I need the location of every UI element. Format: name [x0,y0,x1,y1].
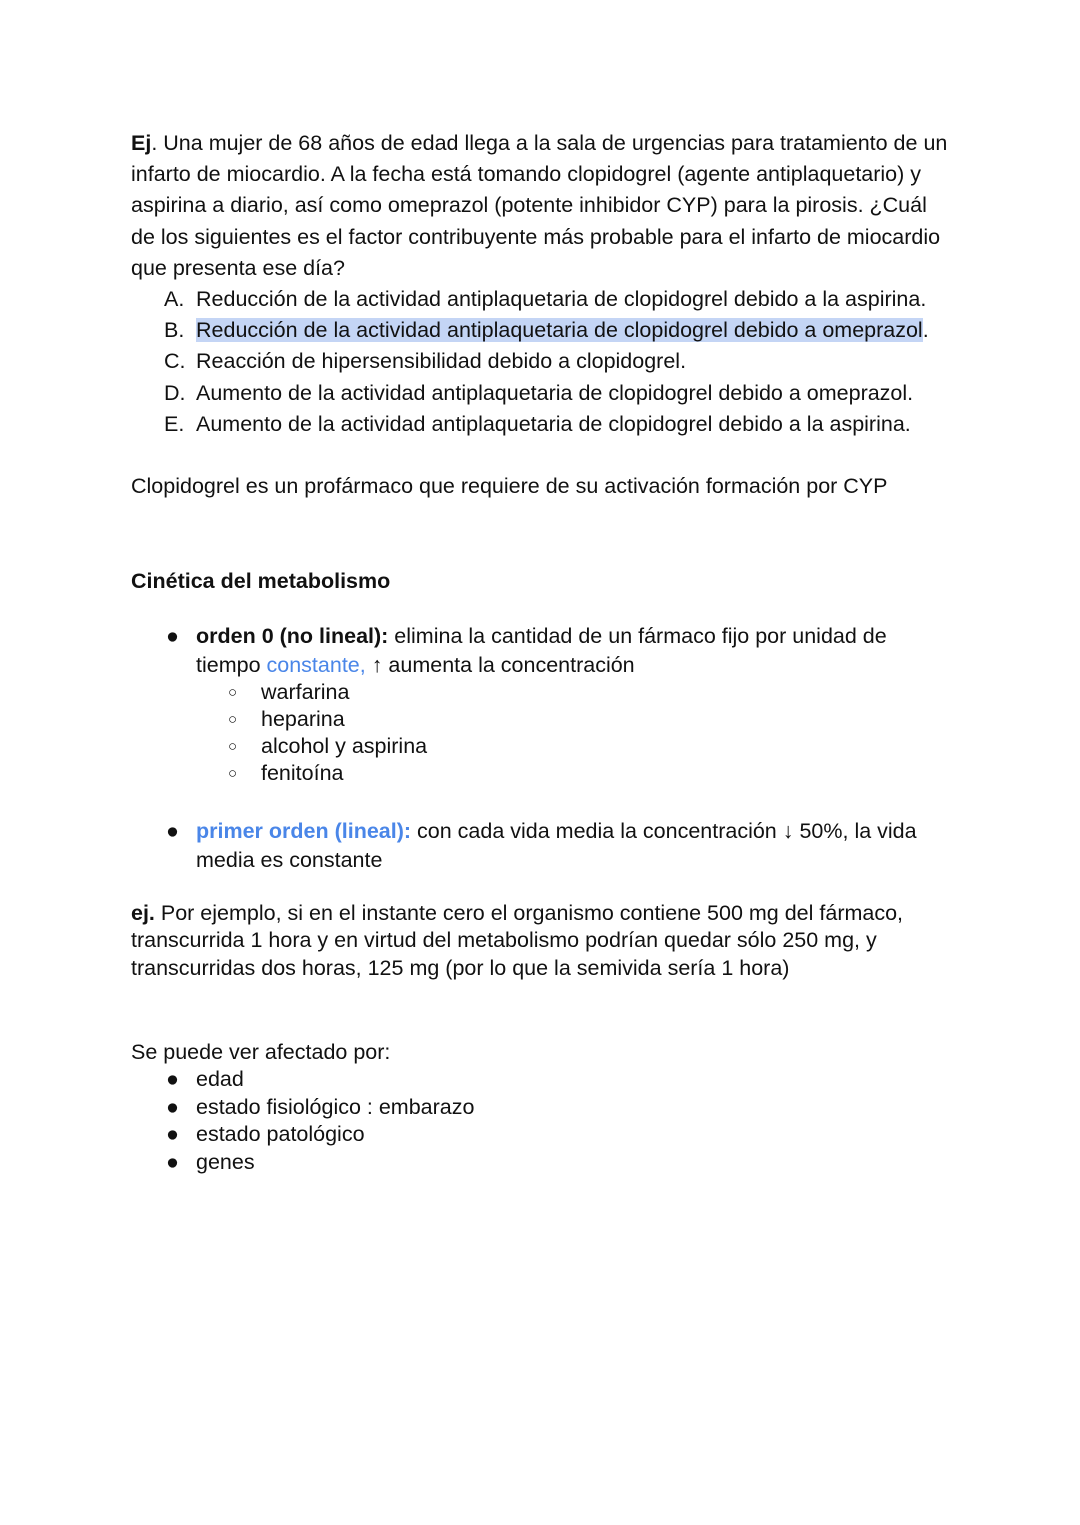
zero-order-text-after: ↑ aumenta la concentración [365,652,635,677]
circle-bullet-icon: ○ [228,684,238,702]
example-text: Por ejemplo, si en el instante cero el organismo contiene 500 mg del fármaco, transcurrida 1 hora y en virtud del metabolismo podrían quedar sólo 250 mg, y transcurridas dos horas, 125 mg (por lo que la semivida sería 1 hora) [131,901,904,980]
zero-order-term: orden 0 (no lineal): [196,624,389,649]
factor-text: estado fisiológico : embarazo [196,1094,475,1119]
option-letter: B. [164,318,185,343]
option-d [131,378,951,409]
circle-bullet-icon: ○ [228,711,238,729]
example-paragraph [131,900,951,982]
example-text: warfarina [261,680,350,705]
factors-intro: Se puede ver afectado por: [131,1039,391,1064]
example-label: ej. [131,901,155,926]
spacer [131,874,951,900]
option-letter: E. [164,411,185,436]
factor-item [131,1149,951,1177]
option-letter: A. [164,287,185,312]
spacer [131,597,951,622]
answer-options [131,284,951,440]
bullet-icon: ● [166,1149,179,1174]
example-text: heparina [261,707,345,732]
option-text: Aumento de la actividad antiplaquetaria de clopidogrel debido a la aspirina. [196,411,911,436]
section-heading: Cinética del metabolismo [131,569,391,594]
example-item [196,679,951,706]
bullet-icon: ● [166,1122,179,1147]
option-text: Reacción de hipersensibilidad debido a clopidogrel. [196,349,687,374]
spacer [131,982,951,1039]
factor-text: estado patológico [196,1122,365,1147]
example-text: fenitoína [261,761,344,786]
question-text: . Una mujer de 68 años de edad llega a la sala de urgencias para tratamiento de un infarto de miocardio. A la fecha está tomando clopidogrel (agente antiplaquetario) y aspirina a diario, así como omeprazol (potente inhibidor CYP) para la pirosis. ¿Cuál de los siguientes es el factor contribuyente más probable para el infarto de miocardio que presenta ese día? [131,131,948,280]
clopidogrel-note: Clopidogrel es un profármaco que requiere de su activación formación por CYP [131,474,888,499]
factor-item [131,1094,951,1122]
option-c [131,346,951,377]
zero-order-examples [196,679,951,787]
factor-text: genes [196,1149,255,1174]
option-text: Reducción de la actividad antiplaquetaria de clopidogrel debido a la aspirina. [196,287,927,312]
zero-order-list [131,622,951,787]
question-paragraph [131,128,951,284]
option-a [131,284,951,315]
bullet-icon: ● [166,624,179,649]
bullet-icon: ● [166,1067,179,1092]
factor-item [131,1121,951,1149]
option-letter: D. [164,380,186,405]
bullet-icon: ● [166,819,179,844]
factor-text: edad [196,1067,244,1092]
first-order-item [131,817,951,874]
spacer [131,440,951,471]
option-letter: C. [164,349,186,374]
spacer [131,502,951,566]
option-e [131,409,951,440]
first-order-text: con cada vida media la concentración ↓ 50%, la vida media es constante [196,819,917,872]
first-order-term: primer orden (lineal): [196,819,412,844]
circle-bullet-icon: ○ [228,738,238,756]
constant-blue-text: constante, [266,652,366,677]
option-text-after: . [922,318,929,343]
example-text: alcohol y aspirina [261,734,428,759]
first-order-list [131,817,951,874]
bullet-icon: ● [166,1094,179,1119]
circle-bullet-icon: ○ [228,765,238,783]
factor-item [131,1066,951,1094]
question-label: Ej [131,131,152,155]
spacer [131,787,951,817]
zero-order-text: elimina la cantidad de un fármaco fijo por unidad de tiempo [196,624,887,677]
example-item [196,733,951,760]
zero-order-item [131,622,951,787]
example-item [196,706,951,733]
example-item [196,760,951,787]
option-b [131,315,951,346]
factors-list [131,1066,951,1176]
option-text: Aumento de la actividad antiplaquetaria de clopidogrel debido a omeprazol. [196,380,914,405]
highlighted-answer-text: Reducción de la actividad antiplaquetaria de clopidogrel debido a omeprazol [196,318,923,343]
document-page [131,128,951,1176]
